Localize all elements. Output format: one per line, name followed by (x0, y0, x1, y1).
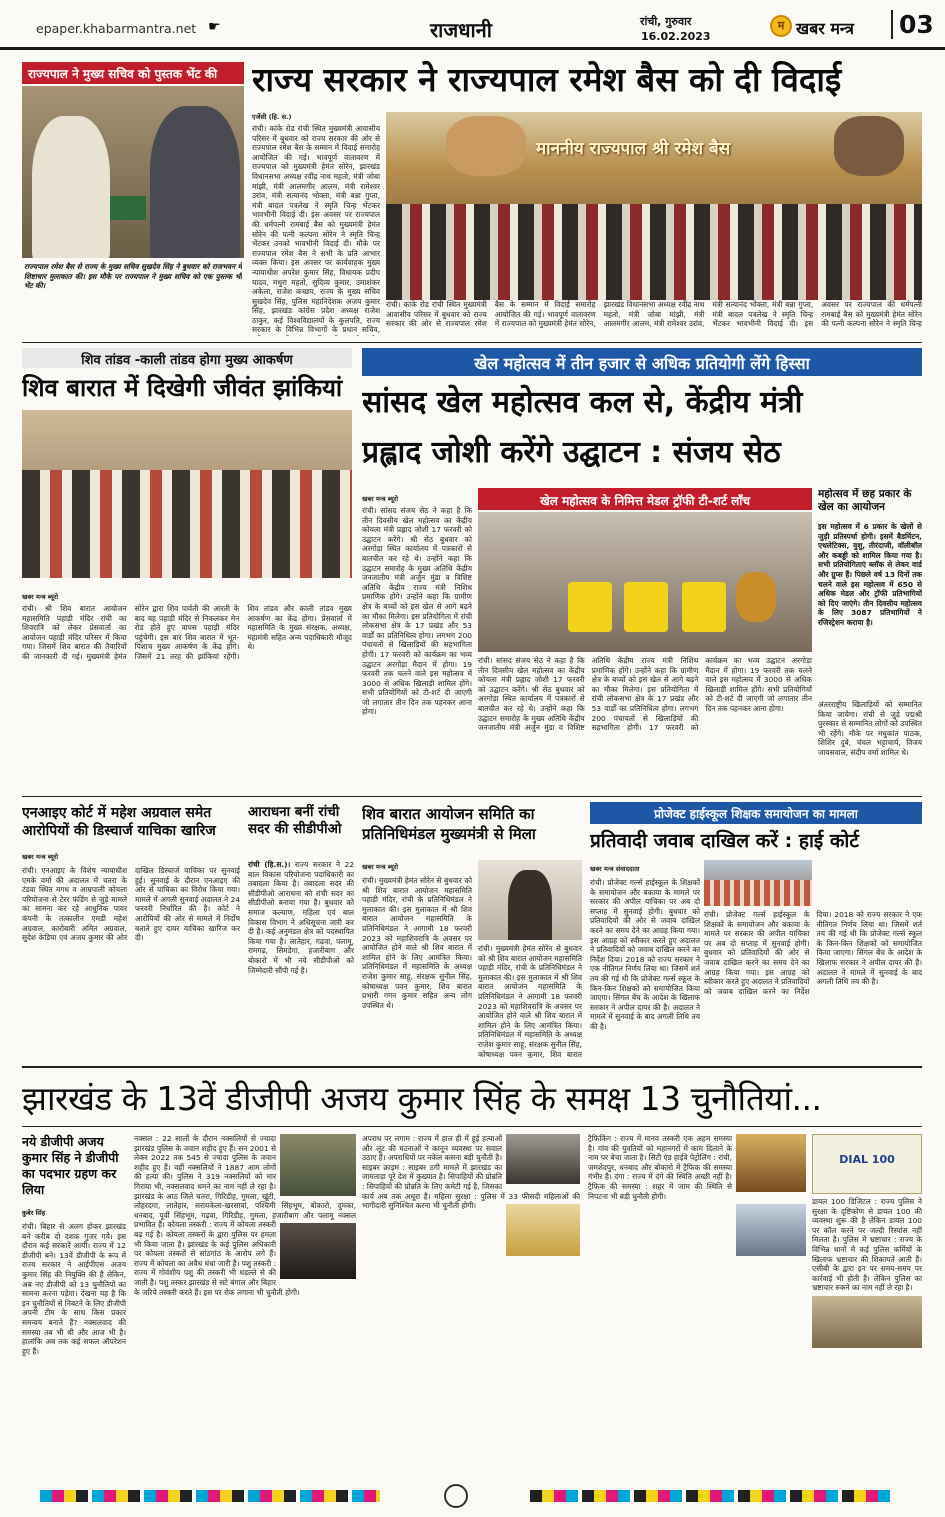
pointer-hand-icon: ☛ (208, 19, 221, 35)
story1-body-cont: रांची। कांके रोड रांची स्थित मुख्यमंत्री आवासीय परिसर में बुधवार को राज्य सरकार की ओर से राज्यपाल रमेश बैस के सम्मान में विदाई समारोह आयोजित की गई। भावपूर्ण वातावरण में राज्यपाल को मुख्यमंत्री हेमंत सोरेन, झारखंड विधानसभा अध्यक्ष रवींद्र नाथ महतो, मंत्री जोबा मांझी, मंत्री आलमगीर आलम, मंत्री रामेश्वर उरांव, मंत्री सत्यानंद भोक्ता, मंत्री बन्ना गुप्ता, मंत्री बादल पत्रलेख ने स्मृति चिन्ह भेंटकर भावभीनी विदाई दी। इस अवसर पर राज्यपाल की धर्मपत्नी रामबाई बैस को मुख्यमंत्री हेमंत सोरेन की पत्नी कल्पना सोरेन ने स्मृति चिन्ह (386, 300, 922, 329)
dial-100-label: DIAL 100 (839, 1153, 895, 1166)
story6-headline: शिव बारात आयोजन समिति का प्रतिनिधिमंडल मुख्यमंत्री से मिला (362, 805, 536, 843)
traffic-jam-photo (736, 1204, 806, 1256)
story5-headline: आराधना बनीं रांची सदर की सीडीपीओ (248, 804, 342, 837)
story4-body-text: रांची। एनआइए के विशेष न्यायाधीश एमके वर्मा की अदालत में चतरा के टंडवा स्थित मगध व आम्रपाली कोयला परियोजना से टेरर फंडिंग से जुड़े मामले का सामना कर रहे आधुनिक पावर कंपनी के तत्कालीन एमडी महेश अग्रवाल, कारोबारी अमित अग्रवाल, सुदेश केडिया एवं अजय कुमार की ओर दाखिल डिस्चार्ज याचिका पर सुनवाई हुई। सुनवाई के दौरान एनआइए की ओर से याचिका का विरोध किया गया। मामले में अगली सुनवाई अदालत ने 24 फरवरी निर्धारित की है। कोर्ट ने आरोपियों की ओर से मामले में निर्दोष बताते हुए दायर याचिका खारिज कर दी। (22, 866, 240, 943)
story8-col3 (588, 1134, 806, 1472)
story7-body-cont-text: रांची। प्रोजेक्ट गर्ल्स हाईस्कूल के शिक्षकों के समायोजन और बकाया के मामले पर सरकार की अपील याचिका पर अब दो सप्ताह में सुनवाई होगी। बुधवार को प्रतिवादियों की ओर से जवाब दाखिल करने का समय देने का आग्रह किया गया। इस आग्रह को स्वीकार करते हुए अदालत ने प्रतिवादियों को जवाब दाखिल करने का निर्देश दिया। 2018 को राज्य सरकार ने एक नीतिगत निर्णय लिया था। जिसमें शर्त तय की गई थी कि प्रोजेक्ट गर्ल्स स्कूल के किन-किन शिक्षकों को समायोजित किया जाएगा। सिंगल बेंच के आदेश के खिलाफ सरकार ने अपील दायर की है। अदालत ने मामले में सुनवाई के बाद अगली तिथि तय की है। (704, 910, 922, 996)
page-number: 03 (891, 10, 934, 39)
color-bar-right (530, 1490, 890, 1502)
story8-c5-text: डायल 100 डिजिटल : राज्य पुलिस ने सुरक्षा के दृष्टिकोण से डायल 100 की व्यवस्था शुरू की है लेकिन डायल 100 पर कॉल करने पर जल्दी रिस्पांस नहीं मिलता है। पुलिस में भ्रष्टाचार : राज्य के विभिन्न थानों में कई पुलिस कर्मियों के खिलाफ भ्रष्टाचार की शिकायतें आती हैं। एसीबी के द्वारा इन पर समय-समय पर कार्रवाई भी होती है। लेकिन पुलिस का भ्रष्टाचार रुकने का नाम नहीं ले रहा है। (812, 1197, 922, 1293)
story3-side-kicker: महोत्सव में छह प्रकार के खेल का आयोजन (818, 488, 912, 513)
brand-name: खबर मन्त्र (796, 19, 854, 38)
high-court-building-photo (704, 860, 812, 906)
story8-intro-body: रांची। बिहार से अलग होकर झारखंड बने करीब दो दशक गुजर गये। इस दौरान कई सरकारें आयीं। राज्य में 12 डीजीपी बने। 13वें डीजीपी के रूप में राज्य सरकार ने आईपीएस अजय कुमार सिंह की नियुक्ति की है लेकिन, अब नए डीजीपी को 13 चुनौतियों का सामना करना पड़ेगा। देखना यह है कि इन चुनौतियों से निबटने के लिए डीजीपी अपनी टीम के साथ किस प्रकार समन्वय बनाते हैं? नक्सलवाद की समस्या तब भी थी और आज भी है। हालांकि अब तक कई सफल ऑपरेशन हुए हैं। (22, 1222, 126, 1356)
masthead (0, 0, 945, 50)
story3-side-body: इस महोत्सव में 6 प्रकार के खेलों से जुड़ी प्रतिस्पर्धा होगी। इसमें बैडमिंटन, एथलेटिक्स, वुशु, तीरंदाजी, वॉलीबॉल और कबड्डी को शामिल किया गया है। सभी प्रतियोगिताएं ब्लॉक से लेकर वार्ड और ग्रुप्स हैं। पिछले वर्ष 13 दिनों तक चलने वाले इस महोत्सव में 650 से अधिक मेडल और ट्रॉफी प्रतिभागियों को दिए जाएंगे। तीन दिवसीय महोत्सव के लिए 3087 प्रतिभागियों ने रजिस्ट्रेशन कराया है। (818, 522, 922, 627)
story6-body (362, 876, 472, 1058)
story2-headline: शिव बारात में दिखेगी जीवंत झांकियां (22, 374, 343, 402)
story8-c2-text: कोयला तस्करी : राज्य में कोयला तस्करी बढ़ गई है। कोयला तस्करों के द्वारा पुलिस पर हमला भी किया जाता है। झारखंड के कई पुलिस अधिकारी पर कोयला तस्करों से सांठगांठ के आरोप लगे हैं। राज्य में कोयला का अवैध धंधा जारी है। पशु तस्करी : राज्य में गोवंशीय पशु की तस्करी भी धड़ल्ले से की जाती है। पशु तस्कर झारखंड से सटे बंगाल और बिहार के जरिये तस्करी करते हैं। इस पर रोक लगाना भी चुनौती होगी। (134, 1220, 300, 1297)
governor-book-photo (22, 86, 244, 258)
logo-mantra-icon: म (770, 15, 792, 37)
story8-c1-text: नक्सल : 22 सालों के दौरान नक्सलियों से ज्यादा झारखंड पुलिस के जवान शहीद हुए हैं। सन 2001 से लेकर 2022 तक 545 से ज्यादा पुलिस के जवान शहीद हुए हैं। वहीं नक्सलियों ने 1887 आम लोगों की हत्या की। पुलिस ने 319 नक्सलियों को मार गिराया भी, नक्सलवाद थमने का नाम नहीं ले रहा है। झारखंड के आठ जिले चतरा, गिरिडीह, गुमला, खूंटी, लोहरदगा, लातेहार, सरायकेला-खरसावां, पश्चिमी सिंहभूम, बोकारो, दुमका, धनबाद, पूर्वी सिंहभूम, गढ़वा, गिरिडीह, गुमला, हजारीबाग और पलामू नक्सल प्रभावित हैं। (134, 1134, 356, 1230)
farewell-group-photo (386, 112, 922, 300)
farewell-banner-text: माननीय राज्यपाल श्री रमेश बैस (536, 139, 731, 159)
story5-body (248, 860, 354, 1058)
bribe-photo (812, 1296, 922, 1348)
story1-caption: राज्यपाल रमेश बैस से राज्य के मुख्य सचिव सुखदेव सिंह ने बुधवार को राजभवन में शिष्टाचार मुलाकात की। इस मौके पर राज्यपाल ने मुख्य सचिव को एक पुस्तक भी भेंट की। (24, 262, 242, 291)
color-bar-left (40, 1490, 380, 1502)
story8-col4 (812, 1134, 922, 1472)
shiv-barat-pressmeet-photo (22, 410, 352, 578)
story5-byline: रांची (हि.स.)। (248, 860, 291, 869)
story7-body-text: रांची। प्रोजेक्ट गर्ल्स हाईस्कूल के शिक्षकों के समायोजन और बकाया के मामले पर सरकार की अपील याचिका पर अब दो सप्ताह में सुनवाई होगी। बुधवार को प्रतिवादियों की ओर से जवाब दाखिल करने का समय देने का आग्रह किया गया। इस आग्रह को स्वीकार करते हुए अदालत ने प्रतिवादियों को जवाब दाखिल करने का निर्देश दिया। 2018 को राज्य सरकार ने एक नीतिगत निर्णय लिया था। जिसमें शर्त तय की गई थी कि प्रोजेक्ट गर्ल्स स्कूल के किन-किन शिक्षकों को समायोजित किया जाएगा। सिंगल बेंच के आदेश के खिलाफ सरकार ने अपील दायर की है। अदालत ने मामले में सुनवाई के बाद अगली तिथि तय की है। (590, 878, 700, 1031)
story4-byline: खबर मन्त्र ब्यूरो (22, 853, 59, 861)
story2-body-text: रांची। श्री शिव बारात आयोजन महासमिति पहाड़ी मंदिर रांची का शिवरात्रि को लेकर प्रेसवार्ता का आयोजन पहाड़ी मंदिर परिसर में किया गया। जिसमें शिव बारात की तैयारियों की जानकारी दी गई। मुख्यमंत्री हेमंत सोरेन द्वारा शिव पार्वती की आरती के बाद यह पहाड़ी मंदिर से निकलकर मेन रोड होते हुए वापस पहाड़ी मंदिर पहुंचेगी। इस बार शिव बारात में भूत-पिशाच मुख्य आकर्षण के केंद्र होंगे। जिसमें 21 तरह की झांकियां रहेंगी। शिव तांडव और काली तांडव मुख्य आकर्षण का केंद्र होगा। प्रेसवार्ता में महासमिति के मुख्य संरक्षक, अध्यक्ष, महामंत्री सहित अन्य पदाधिकारी मौजूद थे। (22, 604, 352, 661)
story7-headline: प्रतिवादी जवाब दाखिल करें : हाई कोर्ट (590, 830, 859, 852)
story8-headline: झारखंड के 13वें डीजीपी अजय कुमार सिंह के समक्ष 13 चुनौतियां... (22, 1079, 822, 1118)
story3-body (362, 506, 472, 792)
story6-body-cont (478, 944, 582, 1058)
story8-c3-text: अपराध पर लगाम : राज्य में हाल ही में हुई हत्याओं और लूट की घटनाओं ने कानून व्यवस्था पर सवाल उठाए हैं। अपराधियों पर नकेल कसना बड़ी चुनौती है। साइबर क्राइम : साइबर ठगी मामले में झारखंड का जामताड़ा पूरे देश में कुख्यात है। सिपाहियों की प्रोन्नति : सिपाहियों की प्रोन्नति के लिए कमेटी गई है, जिसका कार्य अब तक अधूरा है। महिला सुरक्षा : पुलिस में 33 फीसदी महिलाओं की भागीदारी सुनिश्चित करना भी चुनौती होगी। (362, 1134, 580, 1211)
story3-body-cont (478, 656, 812, 792)
naxal-operation-photo (280, 1134, 356, 1196)
story1-body-col1: रांची। कांके रोड रांची स्थित मुख्यमंत्री आवासीय परिसर में बुधवार को राज्य सरकार की ओर से राज्यपाल रमेश बैस के सम्मान में विदाई समारोह आयोजित की गई। भावपूर्ण वातावरण में राज्यपाल को मुख्यमंत्री हेमंत सोरेन, झारखंड विधानसभा अध्यक्ष रवींद्र नाथ महतो, मंत्री जोबा मांझी, मंत्री आलमगीर आलम, मंत्री रामेश्वर उरांव, मंत्री सत्यानंद भोक्ता, मंत्री बन्ना गुप्ता, मंत्री बादल पत्रलेख ने स्मृति चिन्ह भेंटकर भावभीनी विदाई दी। इस अवसर पर राज्यपाल की धर्मपत्नी रामबाई बैस को मुख्यमंत्री हेमंत सोरेन की पत्नी कल्पना सोरेन ने स्मृति चिन्ह भेंटकर उनको भावभीनी विदाई दी। मौके पर राज्यपाल रमेश बैस ने सभी के प्रति आभार व्यक्त किया। इस अवसर पर कार्यवाहक मुख्य न्यायाधीश अपरेश कुमार सिंह, विधायक प्रदीप यादव, मथुरा महतो, सुदिव्य कुमार, उमाशंकर अकेला, राजेश कच्छप, राज्य के मुख्य सचिव सुखदेव सिंह, पुलिस महानिदेशक अजय कुमार सिंह, झारखंड कांग्रेस प्रदेश अध्यक्ष राजेश ठाकुर, कई विश्वविद्यालयों के कुलपति, राज्य सरकार के विभिन्न विभागों के प्रधान सचिव, (252, 124, 380, 335)
story3-body-text: रांची। सांसद संजय सेठ ने कहा है कि तीन दिवसीय खेल महोत्सव का केंद्रीय कोयला मंत्री प्रह्लाद जोशी 17 फरवरी को उद्घाटन करेंगे। श्री सेठ बुधवार को अरगोड़ा स्थित कार्यालय में पत्रकारों से बातचीत कर रहे थे। उन्होंने कहा कि उद्घाटन समारोह के मुख्य अतिथि केंद्रीय जनजातीय मंत्री अर्जुन मुंडा व विशिष्ट अतिथि केंद्रीय राज्य मंत्री निशिथ प्रमाणिक होंगे। उन्होंने कहा कि ग्रामीण क्षेत्र के बच्चों को इस खेल से आगे बढ़ने का मौका मिलेगा। इस प्रतियोगिता में रांची लोकसभा क्षेत्र के 17 प्रखंड और 53 वार्डों का प्रतिनिधित्व होगा। लगभग 200 पंचायतों से खिलाड़ियों की सहभागिता होगी। 17 फरवरी को कार्यक्रम का भव्य उद्घाटन अरगोड़ा मैदान में होगा। 19 फरवरी तक चलने वाले इस महोत्सव में 3000 से अधिक खिलाड़ी शामिल होंगे। सभी प्रतियोगियों को टी-शर्ट दी जाएगी जो लगातार तीन दिन तक पहनकर आना होगा। (362, 506, 472, 717)
story7-body-cont (704, 910, 922, 1058)
story3-photo-band: खेल महोत्सव के निमित्त मेडल ट्रॉफी टी-शर्ट लॉंच (478, 488, 812, 510)
crime-scene-photo (506, 1134, 580, 1184)
story8-byline: कुबेर सिंह (22, 1209, 46, 1217)
story2-body (22, 604, 352, 792)
story8-col2 (362, 1134, 580, 1472)
story4-body (22, 866, 240, 1058)
trafficking-photo (736, 1134, 806, 1192)
story4-headline: एनआइए कोर्ट में महेश अग्रवाल समेत आरोपियों की डिस्चार्ज याचिका खारिज (22, 805, 216, 839)
site-url[interactable]: epaper.khabarmantra.net (36, 21, 197, 36)
story8-col1 (134, 1134, 356, 1472)
story1-body-col2 (386, 300, 922, 336)
story2-byline: खबर मन्त्र ब्यूरो (22, 593, 59, 601)
story6-body-cont-text: रांची। मुख्यमंत्री हेमंत सोरेन से बुधवार को श्री शिव बारात आयोजन महासमिति पहाड़ी मंदिर, रांची के प्रतिनिधिमंडल ने मुलाकात की। इस मुलाकात में श्री शिव बारात आयोजन महासमिति के प्रतिनिधिमंडल ने आगामी 18 फरवरी 2023 को महाशिवरात्रि के अवसर पर आयोजित होने वाले श्री शिव बारात में शामिल होने के लिए आमंत्रित किया। प्रतिनिधिमंडल में महासमिति के अध्यक्ष राजेश कुमार साहू, संरक्षक सुनील सिंह, कोषाध्यक्ष पवन कुमार, शिव बारात (478, 944, 582, 1058)
story7-byline: खबर मन्त्र संवाददाता (590, 865, 640, 873)
hemant-soren-photo (478, 860, 582, 940)
story7-body (590, 878, 700, 1058)
story6-byline: खबर मन्त्र ब्यूरो (362, 863, 399, 871)
story7-band: प्रोजेक्ट हाईस्कूल शिक्षक समायोजन का मामला (590, 802, 922, 824)
story3-byline: खबर मन्त्र ब्यूरो (362, 495, 399, 503)
story8-c4-text: ट्रैफिकिंग : राज्य में मानव तस्करी एक अहम समस्या है। गांव की युवतियों को महानगरों में काम दिलाने के नाम पर बेचा जाता है। सिटी एंड हाईवे पेट्रोलिंग : रांची, जमशेदपुर, धनबाद और बोकारो में ट्रैफिक की समस्या गंभीर है। दंगा : राज्य में दंगे की स्थिति अच्छी नहीं है। ट्रैफिक की समस्या : शहर में जाम की स्थिति से निपटना भी बड़ी चुनौती होगी। (588, 1134, 732, 1201)
coal-smuggling-photo (280, 1223, 356, 1279)
story3-headline-line2: प्रह्लाद जोशी करेंगे उद्घाटन : संजय सेठ (362, 435, 781, 470)
story2-kicker: शिव तांडव -काली तांडव होगा मुख्य आकर्षण (22, 348, 352, 368)
story8-intro-headline: नये डीजीपी अजय कुमार सिंह ने डीजीपी का पदभार ग्रहण कर लिया (22, 1134, 119, 1197)
section-title: राजधानी (430, 18, 492, 42)
story3-body-cont-text: रांची। सांसद संजय सेठ ने कहा है कि तीन दिवसीय खेल महोत्सव का केंद्रीय कोयला मंत्री प्रह्लाद जोशी 17 फरवरी को उद्घाटन करेंगे। श्री सेठ बुधवार को अरगोड़ा स्थित कार्यालय में पत्रकारों से बातचीत कर रहे थे। उन्होंने कहा कि उद्घाटन समारोह के मुख्य अतिथि केंद्रीय जनजातीय मंत्री अर्जुन मुंडा व विशिष्ट अतिथि केंद्रीय राज्य मंत्री निशिथ प्रमाणिक होंगे। उन्होंने कहा कि ग्रामीण क्षेत्र के बच्चों को इस खेल से आगे बढ़ने का मौका मिलेगा। इस प्रतियोगिता में रांची लोकसभा क्षेत्र के 17 प्रखंड और 53 वार्डों का प्रतिनिधित्व होगा। लगभग 200 पंचायतों से खिलाड़ियों की सहभागिता होगी। 17 फरवरी को कार्यक्रम का भव्य उद्घाटन अरगोड़ा मैदान में होगा। 19 फरवरी तक चलने वाले इस महोत्सव में 3000 से अधिक खिलाड़ी शामिल होंगे। सभी प्रतियोगियों को टी-शर्ट दी जाएगी जो लगातार तीन दिन तक पहनकर आना होगा। (478, 656, 812, 733)
story1-kicker: राज्यपाल ने मुख्य सचिव को पुस्तक भेंट की (22, 62, 244, 84)
story3-side-body2: अंतरराष्ट्रीय खिलाड़ियों को सम्मानित किया जायेगा। रांची से जुड़े पद्मश्री पुरस्कार से सम्मानित लोगों को उपस्थित भी रहेंगे। मौके पर मधुकांत पाठक, शिशिर दुबे, चंचल भट्टाचार्य, विजय जायसवाल, संदीप वर्मा शामिल थे। (818, 700, 922, 757)
police-constable-photo (506, 1204, 580, 1256)
story1-headline: राज्य सरकार ने राज्यपाल रमेश बैस को दी विदाई (252, 60, 842, 99)
dial-100-graphic (812, 1134, 922, 1194)
story1-byline: एजेंसी (हि. स.) (252, 113, 292, 121)
city-day: रांची, गुरुवार (640, 15, 692, 28)
story6-body-text: रांची। मुख्यमंत्री हेमंत सोरेन से बुधवार को श्री शिव बारात आयोजन महासमिति पहाड़ी मंदिर, रांची के प्रतिनिधिमंडल ने मुलाकात की। इस मुलाकात में श्री शिव बारात आयोजन महासमिति के प्रतिनिधिमंडल ने आगामी 18 फरवरी 2023 को महाशिवरात्रि के अवसर पर आयोजित होने वाले श्री शिव बारात में शामिल होने के लिए आमंत्रित किया। प्रतिनिधिमंडल में महासमिति के अध्यक्ष राजेश कुमार साहू, संरक्षक सुनील सिंह, कोषाध्यक्ष पवन कुमार, शिव बारात प्रभारी गगन कुमार सहित अन्य लोग उपस्थित थे। (362, 876, 472, 1010)
registration-mark-icon (444, 1484, 468, 1508)
story3-band: खेल महोत्सव में तीन हजार से अधिक प्रतियोगी लेंगे हिस्सा (362, 348, 922, 376)
story3-headline-line1: सांसद खेल महोत्सव कल से, केंद्रीय मंत्री (362, 385, 803, 420)
medal-trophy-launch-photo (478, 512, 812, 652)
issue-date: 16.02.2023 (641, 30, 711, 43)
story5-body-text: राज्य सरकार ने 22 बाल विकास परियोजना पदाधिकारी का तबादला किया है। तबादला सदर की सीडीपीओ आराधना को रांची सदर का सीडीपीओ बनाया गया है। बुधवार को समाज कल्याण, महिला एवं बाल विकास विभाग ने अधिसूचना जारी कर दी है। कई अनुमंडल क्षेत्र को पदस्थापित किया गया है। लातेहार, गढ़वा, पलामू, रामगढ़, सिमडेगा, हजारीबाग और बोकारो में भी नये सीडीपीओ को जिम्मेदारी सौंपी गई है। (248, 860, 354, 975)
